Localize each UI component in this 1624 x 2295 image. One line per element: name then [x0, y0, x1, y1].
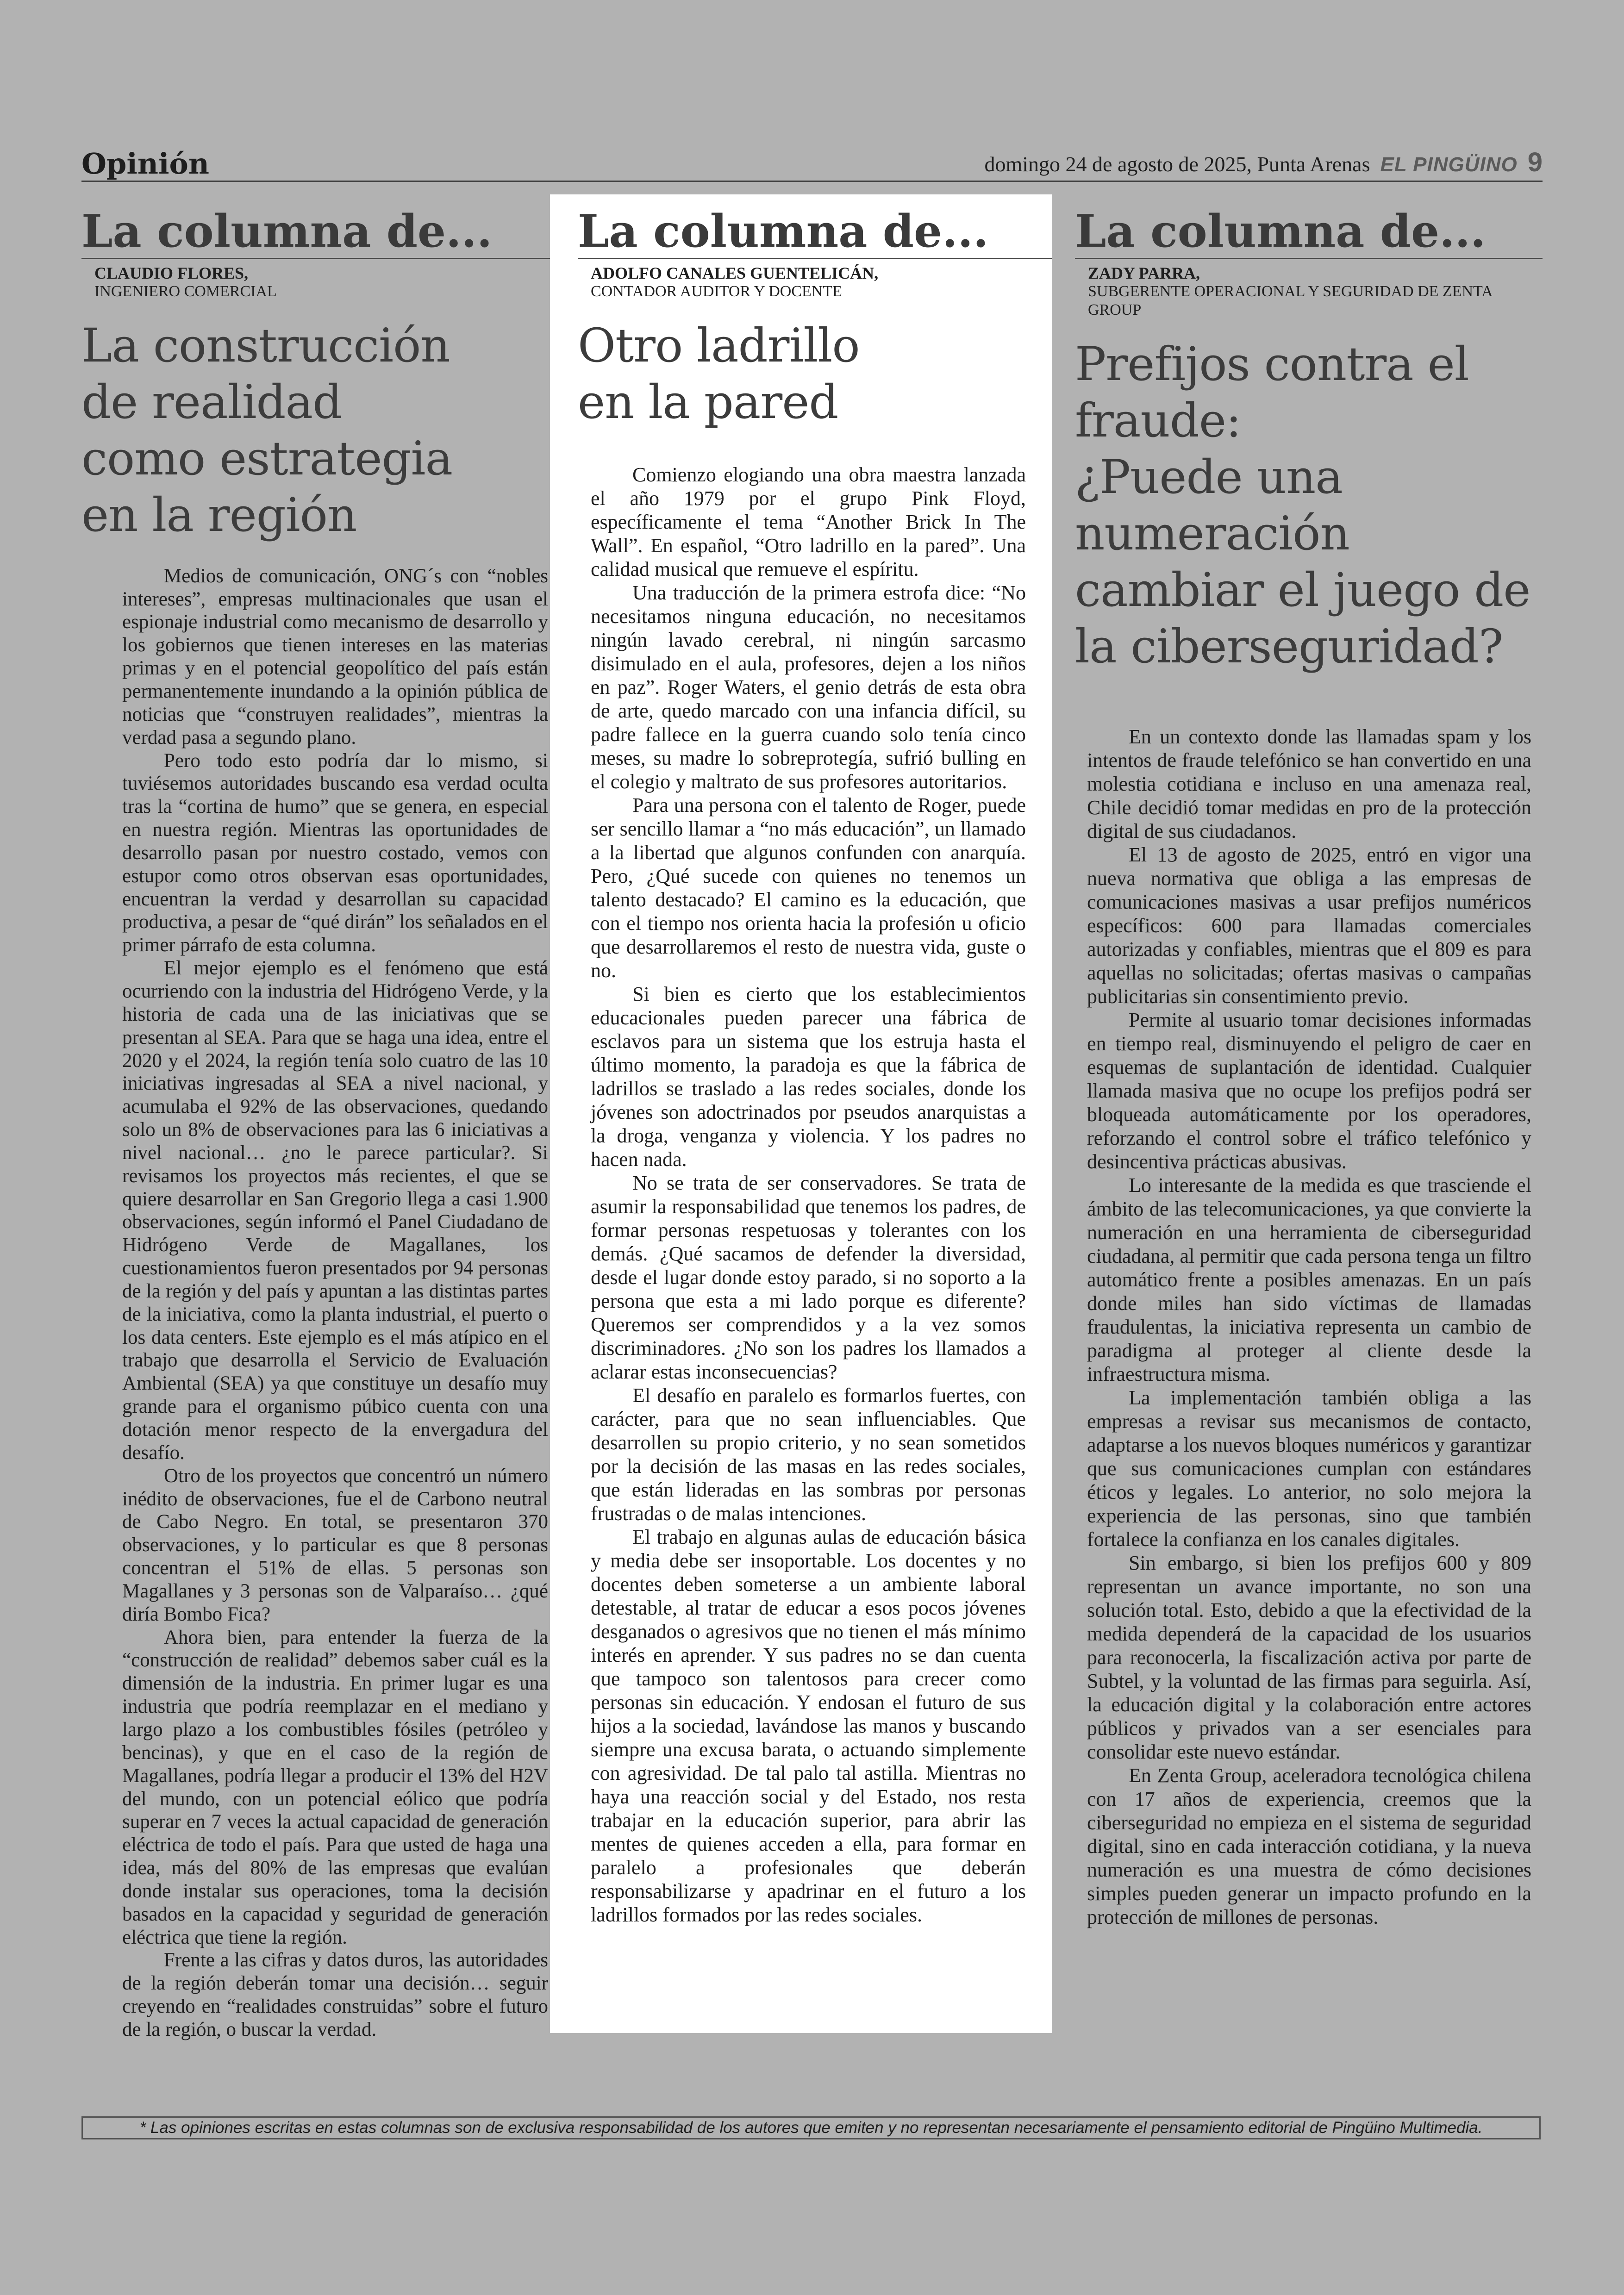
opinion-column-1	[81, 199, 551, 2041]
author-name: ADOLFO CANALES GUENTELICÁN,	[591, 263, 879, 282]
paragraph: En un contexto donde las llamadas spam y los intentos de fraude telefónico se han convertido en una molestia cotidiana e incluso en una amenaza real, Chile decidió tomar medidas en pro de la protección digital de sus ciudadanos.	[1087, 725, 1531, 842]
article-headline	[81, 318, 551, 543]
page-header	[81, 143, 1543, 182]
paragraph: Lo interesante de la medida es que trasciende el ámbito de las telecomunicaciones, ya que convierte la numeración en una herramienta de ciberseguridad ciudadana, al permitir que cada persona tenga un filtro automático frente a posibles amenazas. En un país donde miles han sido víctimas de llamadas fraudulentas, la iniciativa representa un cambio de paradigma al proteger al cliente desde la infraestructura misma.	[1087, 1173, 1531, 1385]
headline-line: Otro ladrillo	[578, 318, 860, 373]
article-headline	[578, 318, 1052, 430]
opinion-column-3	[1075, 199, 1543, 1929]
opinion-column-2	[550, 194, 1052, 2033]
paragraph: La implementación también obliga a las empresas a revisar sus mecanismos de contacto, adaptarse a los nuevos bloques numéricos y garantizar que sus comunicaciones cumplan con estándares éticos y legales. Lo anterior, no solo mejora la experiencia de las personas, sino que también fortalece la confianza en los canales digitales.	[1087, 1386, 1531, 1551]
paragraph: No se trata de ser conservadores. Se trata de asumir la responsabilidad que tenemos los padres, de formar personas respetuosas y tolerantes con los demás. ¿Qué sacamos de defender la diversidad, desde el lugar donde estoy parado, si no soporto a la persona que esta a mi lado porque es diferente? Queremos ser comprendidos y a la vez somos discriminadores. ¿No son los padres los llamados a aclarar estas inconsecuencias?	[591, 1171, 1026, 1383]
column-kicker: La columna de...	[81, 208, 551, 259]
article-body	[122, 565, 548, 2041]
headline-line: como estrategia	[81, 431, 453, 486]
paragraph: Medios de comunicación, ONG´s con “nobles intereses”, empresas multinacionales que usan el espionaje industrial como mecanismo de desarrollo y los gobiernos que tienen intereses en las materias primas y en el potencial geopolítico del país están permanentemente inundando a la opinión pública de noticias que “construyen realidades”, mientras la verdad pasa a segundo plano.	[122, 565, 548, 748]
issue-date: domingo 24 de agosto de 2025, Punta Arenas	[984, 152, 1370, 176]
section-title: Opinión	[81, 147, 209, 181]
article-body	[1087, 725, 1531, 1929]
author-role: INGENIERO COMERCIAL	[94, 282, 277, 300]
headline-line: cambiar el juego de	[1075, 562, 1530, 617]
column-kicker: La columna de...	[578, 208, 1052, 259]
headline-line: La construcción	[81, 318, 450, 373]
headline-line: Prefijos contra el fraude:	[1075, 337, 1469, 448]
author-role: SUBGERENTE OPERACIONAL Y SEGURIDAD DE ZENTA GROUP	[1088, 282, 1492, 318]
paragraph: Permite al usuario tomar decisiones informadas en tiempo real, disminuyendo el peligro de caer en esquemas de suplantación de identidad. Cualquier llamada masiva que no ocupe los prefijos podrá ser bloqueada automáticamente por los operadores, reforzando el control sobre el tráfico telefónico y desincentiva prácticas abusivas.	[1087, 1008, 1531, 1173]
headline-line: en la región	[81, 487, 357, 542]
author-role: CONTADOR AUDITOR Y DOCENTE	[591, 282, 842, 300]
paragraph: Si bien es cierto que los establecimientos educacionales pueden parecer una fábrica de esclavos para un sistema que los estruja hasta el último momento, la paradoja es que la fábrica de ladrillos se traslado a las redes sociales, donde los jóvenes son adoctrinados por pseudos anarquistas a la droga, venganza y violencia. Y los padres no hacen nada.	[591, 982, 1026, 1171]
article-body	[591, 463, 1026, 1927]
author-name: ZADY PARRA,	[1088, 263, 1200, 282]
newspaper-logo: EL PINGÜINO	[1380, 153, 1518, 176]
paragraph: Ahora bien, para entender la fuerza de la “construcción de realidad” debemos saber cuál es la dimensión de la industria. En primer lugar es una industria que podría reemplazar en el mediano y largo plazo a los combustibles fósiles (petróleo y bencinas), y que en el caso de la región de Magallanes, podría llegar a producir el 13% del H2V del mundo, con un potencial eólico que podría superar en 7 veces la actual capacidad de generación eléctrica de todo el país. Para que usted de haga una idea, más del 80% de las empresas que evalúan donde instalar sus operaciones, toma la decisión basados en la capacidad y seguridad de generación eléctrica que tiene la región.	[122, 1626, 548, 1948]
page-number: 9	[1527, 147, 1543, 177]
headline-line: ¿Puede una numeración	[1075, 449, 1349, 561]
author-name: CLAUDIO FLORES,	[94, 263, 249, 282]
footer-disclaimer: * Las opiniones escritas en estas columnas son de exclusiva responsabilidad de los autores que emiten y no representan necesariamente el pensamiento editorial de Pingüino Multimedia.	[81, 2116, 1541, 2139]
paragraph: En Zenta Group, aceleradora tecnológica chilena con 17 años de experiencia, creemos que la ciberseguridad no empieza en el sistema de seguridad digital, sino en cada interacción cotidiana, y la nueva numeración es una muestra de cómo decisiones simples pueden generar un impacto profundo en la protección de millones de personas.	[1087, 1764, 1531, 1928]
paragraph: Sin embargo, si bien los prefijos 600 y 809 representan un avance importante, no son una solución total. Esto, debido a que la efectividad de la medida dependerá de la capacidad de los usuarios para reconocerla, la fiscalización activa por parte de Subtel, y la voluntad de las firmas para seguirla. Así, la educación digital y la colaboración entre actores públicos y privados van a ser esenciales para consolidar este nuevo estándar.	[1087, 1551, 1531, 1763]
paragraph: El trabajo en algunas aulas de educación básica y media debe ser insoportable. Los docentes y no docentes deben someterse a un ambiente laboral detestable, al tratar de educar a esos pocos jóvenes desganados o agresivos que no tienen el más mínimo interés en aprender. Y sus padres no se dan cuenta que tampoco son talentosos para crecer como personas sin educación. Y endosan el futuro de sus hijos a la sociedad, lavándose las manos y buscando siempre una excusa barata, o actuando simplemente con agresividad. De tal palo tal astilla. Mientras no haya una reacción social y del Estado, nos resta trabajar en la educación superior, para abrir las mentes de quienes acceden a ella, para formar en paralelo a profesionales que deberán responsabilizarse y apadrinar en el futuro a los ladrillos formados por las redes sociales.	[591, 1525, 1026, 1926]
headline-line: de realidad	[81, 374, 342, 429]
paragraph: Una traducción de la primera estrofa dice: “No necesitamos ninguna educación, no necesitamos ningún lavado cerebral, ni ningún sarcasmo disimulado en el aula, profesores, dejen a los niños en paz”. Roger Waters, el genio detrás de esta obra de arte, quedo marcado con una infancia difícil, su padre fallece en la guerra cuando solo tenía cinco meses, su madre lo sobreprotegía, sufrió bulling en el colegio y maltrato de sus profesores autoritarios.	[591, 581, 1026, 793]
column-kicker: La columna de...	[1075, 208, 1543, 259]
headline-line: en la pared	[578, 374, 838, 429]
headline-line: la ciberseguridad?	[1075, 619, 1503, 674]
paragraph: Frente a las cifras y datos duros, las autoridades de la región deberán tomar una decisión… seguir creyendo en “realidades construidas” sobre el futuro de la región, o buscar la verdad.	[122, 1949, 548, 2040]
paragraph: El desafío en paralelo es formarlos fuertes, con carácter, para que no sean influenciables. Que desarrollen su propio criterio, y no sean sometidos por la decisión de las masas en las redes sociales, que están lideradas en las sombras por personas frustradas o de malas intenciones.	[591, 1384, 1026, 1525]
paragraph: El mejor ejemplo es el fenómeno que está ocurriendo con la industria del Hidrógeno Verde, y la historia de cada una de las iniciativas que se presentan al SEA. Para que se haga una idea, entre el 2020 y el 2024, la región tenía solo cuatro de las 10 iniciativas ingresadas al SEA a nivel nacional, y acumulaba el 92% de las observaciones, quedando solo un 8% de observaciones para las 6 iniciativas a nivel nacional… ¿no le parece particular?. Si revisamos los proyectos más recientes, el que se quiere desarrollar en San Gregorio llega a casi 1.900 observaciones, según informó el Panel Ciudadano de Hidrógeno Verde de Magallanes, los cuestionamientos fueron presentados por 94 personas de la región y del país y apuntan a las distintas partes de la iniciativa, como la planta industrial, el puerto o los data centers. Este ejemplo es el más atípico en el trabajo que desarrolla el Servicio de Evaluación Ambiental (SEA) ya que constituye un desafío muy grande para el organismo púbico cuenta con una dotación menor respecto de la envergadura del desafío.	[122, 957, 548, 1464]
article-headline	[1075, 336, 1543, 675]
paragraph: Para una persona con el talento de Roger, puede ser sencillo llamar a “no más educación”, un llamado a la libertad que algunos confunden con anarquía. Pero, ¿Qué sucede con quienes no tenemos un talento destacado? El camino es la educación, que con el tiempo nos orienta hacia la profesión u oficio que desarrollaremos el resto de nuestra vida, guste o no.	[591, 793, 1026, 982]
paragraph: Pero todo esto podría dar lo mismo, si tuviésemos autoridades buscando esa verdad oculta tras la “cortina de humo” que se genera, en especial en nuestra región. Mientras las oportunidades de desarrollo pasan por nuestro costado, vemos con estupor como otros observan esas oportunidades, encuentran la verdad y desarrollan su capacidad productiva, a pesar de “qué dirán” los señalados en el primer párrafo de esta columna.	[122, 749, 548, 956]
dateline	[984, 147, 1543, 178]
paragraph: Comienzo elogiando una obra maestra lanzada el año 1979 por el grupo Pink Floyd, específicamente el tema “Another Brick In The Wall”. En español, “Otro ladrillo en la pared”. Una calidad musical que remueve el espíritu.	[591, 463, 1026, 580]
paragraph: Otro de los proyectos que concentró un número inédito de observaciones, fue el de Carbono neutral de Cabo Negro. En total, se presentaron 370 observaciones, y lo particular es que 8 personas concentran el 51% de ellas. 5 personas son Magallanes y 3 personas son de Valparaíso… ¿qué diría Bombo Fica?	[122, 1465, 548, 1625]
paragraph: El 13 de agosto de 2025, entró en vigor una nueva normativa que obliga a las empresas de comunicaciones masivas a usar prefijos numéricos específicos: 600 para llamadas comerciales autorizadas y confiables, mientras que el 809 es para aquellas no solicitadas; ofertas masivas o campañas publicitarias sin consentimiento previo.	[1087, 843, 1531, 1008]
